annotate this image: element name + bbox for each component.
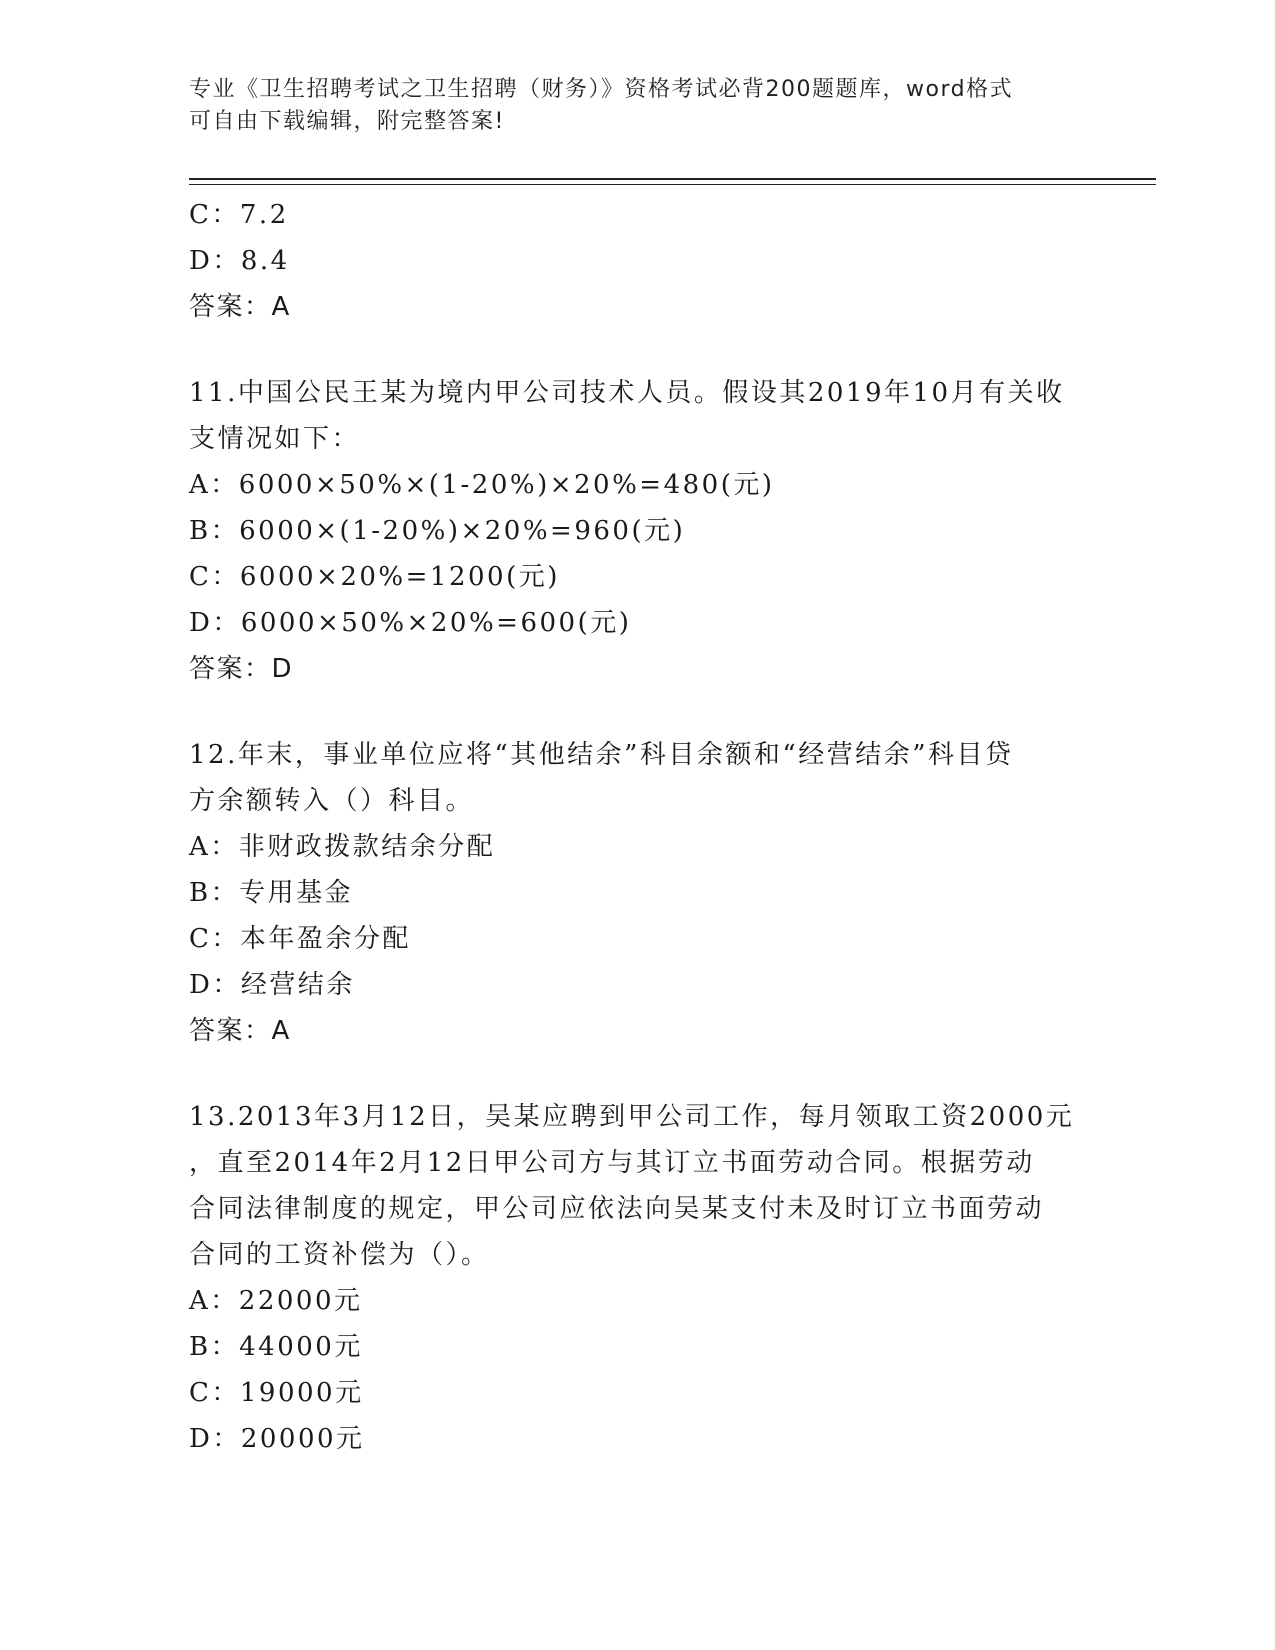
- q11-answer: 答案：D: [189, 654, 294, 684]
- header-rule-thick: [189, 178, 1156, 180]
- q13-stem-line-1: 13.2013年3月12日，吴某应聘到甲公司工作，每月领取工资2000元: [189, 1102, 1075, 1132]
- page-header: [189, 74, 1069, 138]
- q12-stem-line-2: 方余额转入（）科目。: [189, 786, 475, 816]
- q10-option-c: C：7.2: [189, 200, 289, 230]
- q11-option-a: A：6000×50%×(1-20%)×20%=480(元): [189, 470, 775, 500]
- q12-option-d: D：经营结余: [189, 970, 355, 1000]
- q11-stem-line-1: 11.中国公民王某为境内甲公司技术人员。假设其2019年10月有关收: [189, 378, 1065, 408]
- q12-option-b: B：专用基金: [189, 878, 354, 908]
- q12-option-c: C：本年盈余分配: [189, 924, 411, 954]
- q13-stem-line-4: 合同的工资补偿为（）。: [189, 1240, 490, 1270]
- q11-option-d: D：6000×50%×20%=600(元): [189, 608, 632, 638]
- q10-option-d: D：8.4: [189, 246, 290, 276]
- header-rule-thin: [189, 184, 1156, 185]
- q12-stem-line-1: 12.年末，事业单位应将“其他结余”科目余额和“经营结余”科目贷: [189, 740, 1014, 770]
- q12-answer: 答案：A: [189, 1016, 291, 1046]
- q11-option-c: C：6000×20%=1200(元): [189, 562, 560, 592]
- q10-answer: 答案：A: [189, 292, 291, 322]
- q13-option-d: D：20000元: [189, 1424, 365, 1454]
- q13-option-b: B：44000元: [189, 1332, 363, 1362]
- header-line-1: 专业《卫生招聘考试之卫生招聘（财务）》资格考试必背200题题库，word格式: [189, 77, 1014, 102]
- spacer: [189, 1054, 1089, 1094]
- q13-stem-line-2: ，直至2014年2月12日甲公司方与其订立书面劳动合同。根据劳动: [189, 1148, 1035, 1178]
- spacer: [189, 692, 1089, 732]
- q12-option-a: A：非财政拨款结余分配: [189, 832, 496, 862]
- q13-option-a: A：22000元: [189, 1286, 363, 1316]
- header-line-2: 可自由下载编辑，附完整答案!: [189, 109, 505, 134]
- q11-option-b: B：6000×(1-20%)×20%=960(元): [189, 516, 686, 546]
- q11-stem-line-2: 支情况如下：: [189, 424, 361, 454]
- q13-stem-line-3: 合同法律制度的规定，甲公司应依法向吴某支付未及时订立书面劳动: [189, 1194, 1045, 1224]
- question-content: [189, 192, 1089, 1462]
- spacer: [189, 330, 1089, 370]
- q13-option-c: C：19000元: [189, 1378, 364, 1408]
